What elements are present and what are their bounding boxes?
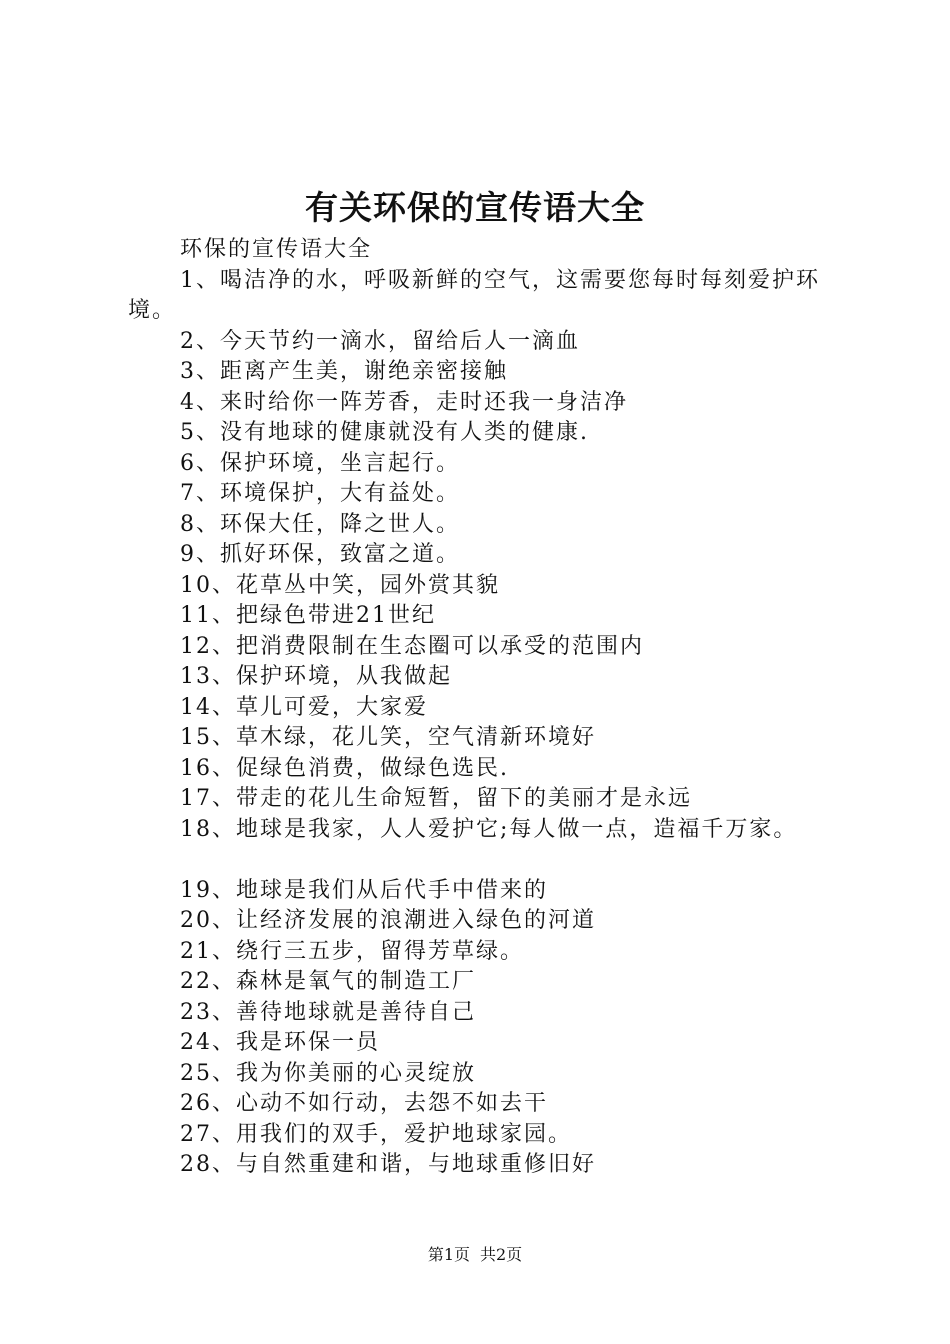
- list-item: 20、让经济发展的浪潮进入绿色的河道: [180, 908, 596, 933]
- list-item: 19、地球是我们从后代手中借来的: [180, 877, 548, 903]
- paragraph-gap: [128, 845, 848, 876]
- document-body: [128, 235, 848, 1181]
- list-item: 7、环境保护，大有益处。: [180, 481, 460, 506]
- list-item: 13、保护环境，从我做起: [180, 664, 452, 689]
- list-item: 3、距离产生美，谢绝亲密接触: [180, 359, 508, 384]
- list-item: 14、草儿可爱，大家爱: [180, 694, 428, 720]
- page-title: 有关环保的宣传语大全: [305, 188, 645, 227]
- list-item: 27、用我们的双手，爱护地球家园。: [180, 1121, 572, 1147]
- list-item: 15、草木绿，花儿笑，空气清新环境好: [180, 725, 596, 750]
- list-item: 1、喝洁净的水，呼吸新鲜的空气，这需要您每时每刻爱护环境。: [128, 267, 820, 323]
- document-subtitle: 环保的宣传语大全: [180, 237, 373, 262]
- list-item: 8、环保大任，降之世人。: [180, 511, 460, 537]
- list-item: 18、地球是我家，人人爱护它;每人做一点，造福千万家。: [180, 816, 798, 842]
- list-item: 17、带走的花儿生命短暂，留下的美丽才是永远: [180, 786, 692, 811]
- list-item: 11、把绿色带进21世纪: [180, 603, 436, 628]
- list-item: 22、森林是氧气的制造工厂: [180, 969, 476, 994]
- list-item: 6、保护环境，坐言起行。: [180, 450, 460, 476]
- list-item: 12、把消费限制在生态圈可以承受的范围内: [180, 633, 644, 659]
- list-item: 28、与自然重建和谐，与地球重修旧好: [180, 1152, 596, 1177]
- list-item: 5、没有地球的健康就没有人类的健康.: [180, 420, 589, 445]
- page-footer: [0, 1244, 950, 1266]
- page-number-total: 共2页: [480, 1245, 523, 1264]
- list-item: 4、来时给你一阵芳香，走时还我一身洁净: [180, 389, 628, 415]
- list-item: 9、抓好环保，致富之道。: [180, 542, 460, 567]
- list-item: 21、绕行三五步，留得芳草绿。: [180, 938, 524, 964]
- list-item: 23、善待地球就是善待自己: [180, 999, 476, 1025]
- list-item: 10、花草丛中笑，园外赏其貌: [180, 572, 500, 598]
- list-item: 25、我为你美丽的心灵绽放: [180, 1060, 476, 1086]
- list-item: 16、促绿色消费，做绿色选民.: [180, 755, 509, 781]
- list-item: 24、我是环保一员: [180, 1030, 380, 1055]
- page-number-current: 第1页: [427, 1245, 470, 1264]
- list-item: 26、心动不如行动，去怨不如去干: [180, 1091, 548, 1116]
- list-item: 2、今天节约一滴水，留给后人一滴血: [180, 328, 580, 354]
